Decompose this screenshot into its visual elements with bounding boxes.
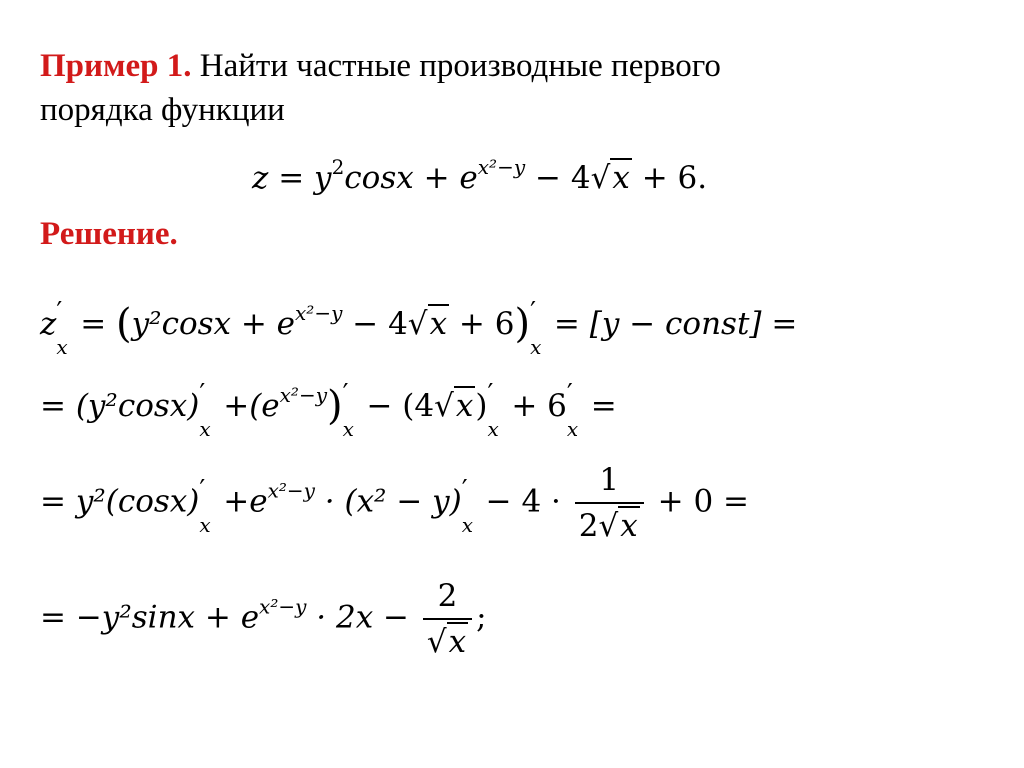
sqrt-x: √x [434, 388, 474, 424]
derivation-line-2: = (y²cosx) ′ x $+(e^{x^2-y})$ ′ x − (4√x) ′ x + 6 ′ x = [40, 379, 617, 441]
eq-plus-2: + [641, 160, 668, 196]
eq-y: y [314, 160, 332, 196]
eq-e: e [459, 160, 478, 196]
eq-x: x [396, 160, 414, 196]
fraction: $\frac{1}{2√x}$ [575, 462, 644, 544]
eq-lhs: z [252, 160, 269, 196]
derivation-line-4: = $-y^2\sin x + e^{x^2-y} \cdot 2x$ − $\frac{2}{√x}$ ; [40, 578, 487, 660]
eq-cos: cos [344, 160, 397, 196]
eq-four: 4 [570, 160, 591, 196]
eq-power: 2 [331, 155, 345, 179]
task-text-line2: порядка функции [40, 92, 285, 128]
eq-plus: + [423, 160, 450, 196]
derivation-line-1: z ′ x = $(y^2\cos x + e^{x^2-y} - 4√x + 6)$ ′ x = [y − const] = [40, 297, 798, 359]
eq-minus: − [535, 160, 561, 196]
solution-heading: Решение. [40, 216, 178, 252]
fraction: $\frac{2}{√x}$ [423, 578, 472, 660]
example-label: Пример 1. [40, 48, 192, 84]
task-statement [40, 44, 984, 132]
eq-six: 6 [677, 160, 698, 196]
task-text-line1: Найти частные производные первого [191, 48, 721, 84]
eq-exponent: x²−y [477, 155, 526, 179]
function-equation [252, 155, 708, 196]
sqrt-x: √x [590, 160, 630, 196]
sqrt-x: √x [407, 306, 448, 342]
derivation-line-3: = y²(cosx) ′ x $+e^{x^2-y} \cdot (x^2 - y)$ ′ x − 4 · $\frac{1}{2√x}$ + 0 = [40, 462, 749, 544]
eq-sign: = [278, 160, 305, 196]
eq-end: . [697, 160, 708, 196]
